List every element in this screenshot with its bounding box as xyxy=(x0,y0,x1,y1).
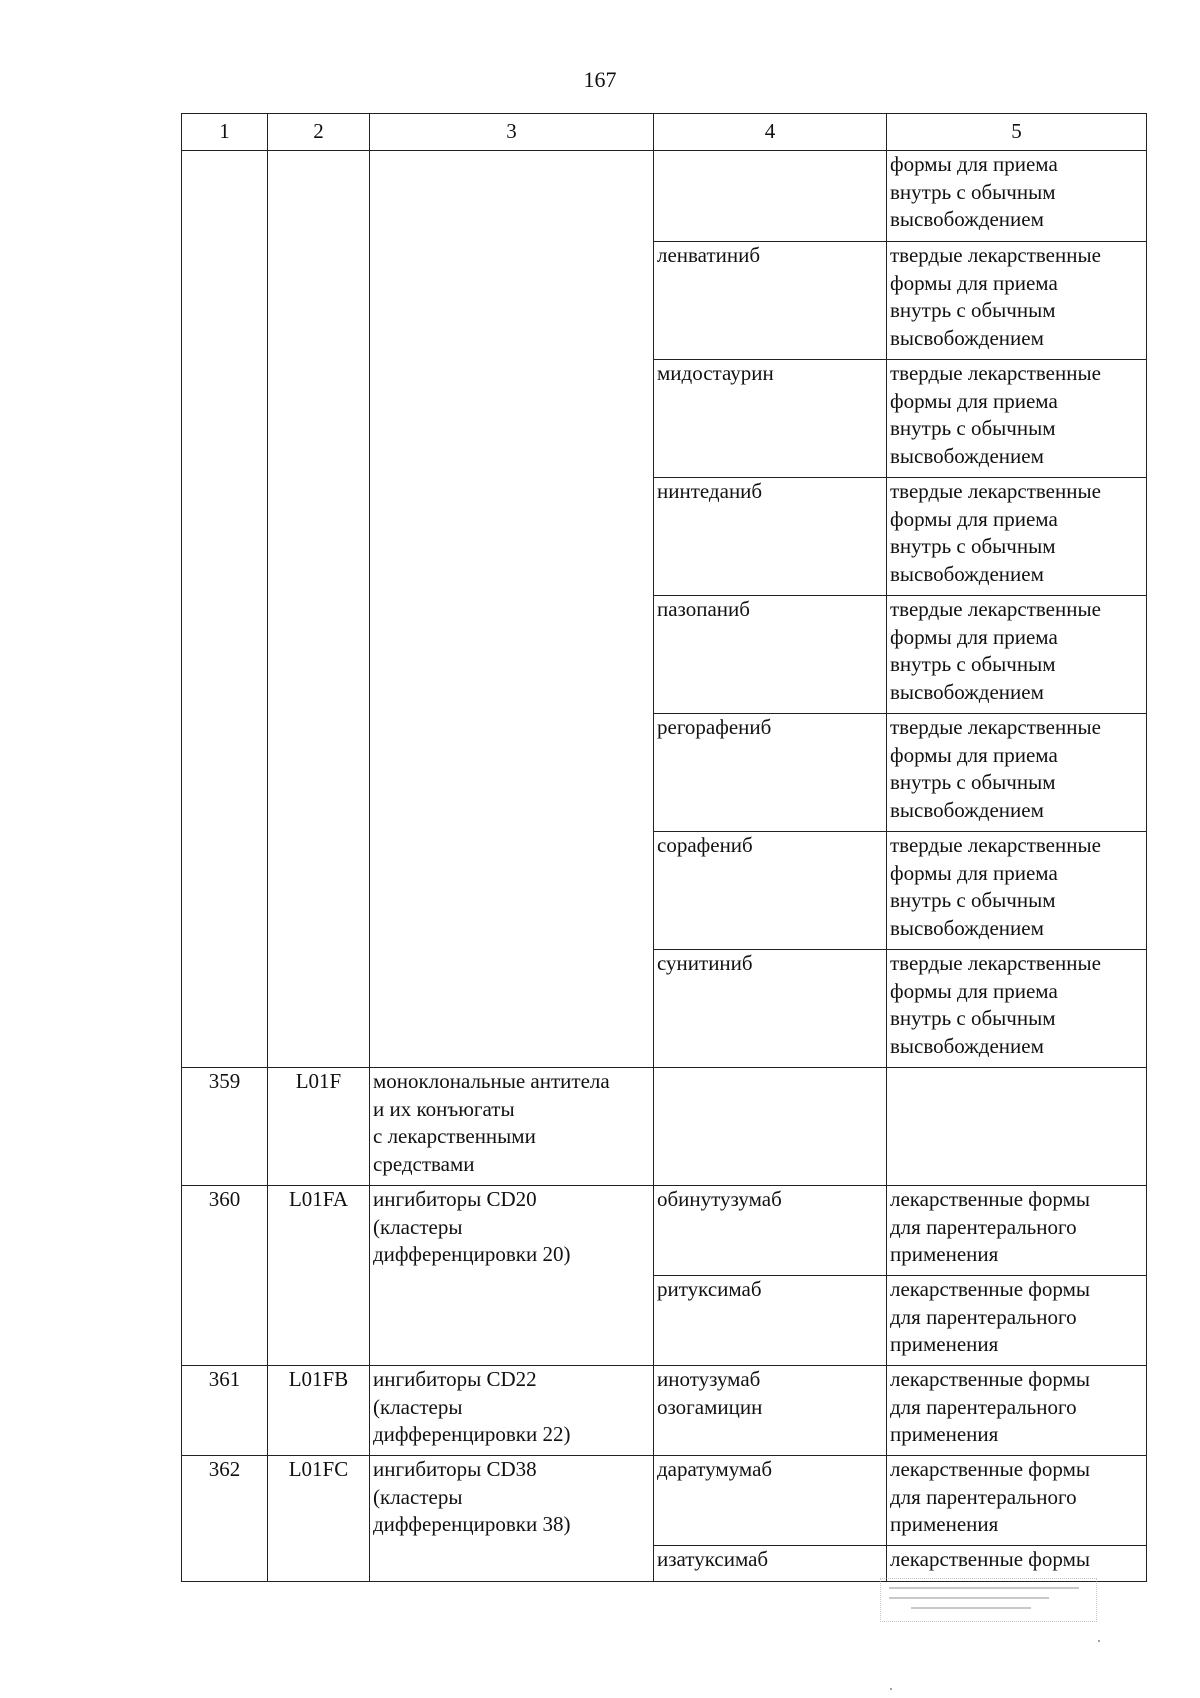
group-name-cell: ингибиторы CD22 (кластеры дифференцировки 22) xyxy=(370,1366,654,1456)
atc-code-cell: L01FB xyxy=(268,1366,370,1456)
drug-name-cell: регорафениб xyxy=(654,714,887,832)
drug-name-cell: мидостаурин xyxy=(654,360,887,478)
page-number: 167 xyxy=(583,67,617,92)
atc-code-cell: L01FC xyxy=(268,1456,370,1582)
drug-name-cell: сунитиниб xyxy=(654,950,887,1068)
table-row xyxy=(182,151,1147,242)
scan-speck xyxy=(1098,1640,1100,1642)
header-col-1: 1 xyxy=(182,114,268,151)
drug-table xyxy=(181,113,1147,1582)
header-col-5: 5 xyxy=(887,114,1147,151)
group-name-cell xyxy=(370,151,654,1068)
dosage-form-cell: твердые лекарственные формы для приема внутрь с обычным высвобождением xyxy=(887,478,1147,596)
table-row xyxy=(182,1068,1147,1186)
dosage-form-cell: лекарственные формы для парентерального применения xyxy=(887,1456,1147,1546)
drug-name-cell xyxy=(654,1068,887,1186)
group-name-cell: ингибиторы CD20 (кластеры дифференцировки 20) xyxy=(370,1186,654,1366)
drug-name-cell: даратумумаб xyxy=(654,1456,887,1546)
header-col-3: 3 xyxy=(370,114,654,151)
table-row xyxy=(182,1186,1147,1276)
dosage-form-cell: формы для приема внутрь с обычным высвобождением xyxy=(887,151,1147,242)
drug-name-cell: изатуксимаб xyxy=(654,1546,887,1582)
dosage-form-cell: твердые лекарственные формы для приема внутрь с обычным высвобождением xyxy=(887,714,1147,832)
dosage-form-cell: лекарственные формы для парентерального применения xyxy=(887,1186,1147,1276)
dosage-form-cell: твердые лекарственные формы для приема внутрь с обычным высвобождением xyxy=(887,360,1147,478)
header-col-2: 2 xyxy=(268,114,370,151)
atc-code-cell: L01FA xyxy=(268,1186,370,1366)
drug-name-cell: пазопаниб xyxy=(654,596,887,714)
drug-name-cell xyxy=(654,151,887,242)
atc-code-cell xyxy=(268,151,370,1068)
row-number-cell: 360 xyxy=(182,1186,268,1366)
header-row xyxy=(182,114,1147,151)
dosage-form-cell: твердые лекарственные формы для приема внутрь с обычным высвобождением xyxy=(887,242,1147,360)
dosage-form-cell: твердые лекарственные формы для приема внутрь с обычным высвобождением xyxy=(887,950,1147,1068)
group-name-cell: ингибиторы CD38 (кластеры дифференцировки 38) xyxy=(370,1456,654,1582)
row-number-cell: 362 xyxy=(182,1456,268,1582)
faint-stamp xyxy=(880,1578,1097,1622)
dosage-form-cell: лекарственные формы для парентерального применения xyxy=(887,1276,1147,1366)
drug-name-cell: ленватиниб xyxy=(654,242,887,360)
dosage-form-cell: твердые лекарственные формы для приема внутрь с обычным высвобождением xyxy=(887,832,1147,950)
drug-name-cell: инотузумаб озогамицин xyxy=(654,1366,887,1456)
drug-name-cell: сорафениб xyxy=(654,832,887,950)
dosage-form-cell: лекарственные формы xyxy=(887,1546,1147,1582)
group-name-cell: моноклональные антитела и их конъюгаты с лекарственными средствами xyxy=(370,1068,654,1186)
dosage-form-cell xyxy=(887,1068,1147,1186)
scan-speck xyxy=(890,1688,892,1690)
header-col-4: 4 xyxy=(654,114,887,151)
drug-name-cell: нинтеданиб xyxy=(654,478,887,596)
table-row xyxy=(182,1456,1147,1546)
drug-name-cell: обинутузумаб xyxy=(654,1186,887,1276)
dosage-form-cell: твердые лекарственные формы для приема внутрь с обычным высвобождением xyxy=(887,596,1147,714)
row-number-cell xyxy=(182,151,268,1068)
row-number-cell: 359 xyxy=(182,1068,268,1186)
row-number-cell: 361 xyxy=(182,1366,268,1456)
table-row xyxy=(182,1366,1147,1456)
dosage-form-cell: лекарственные формы для парентерального применения xyxy=(887,1366,1147,1456)
atc-code-cell: L01F xyxy=(268,1068,370,1186)
drug-name-cell: ритуксимаб xyxy=(654,1276,887,1366)
